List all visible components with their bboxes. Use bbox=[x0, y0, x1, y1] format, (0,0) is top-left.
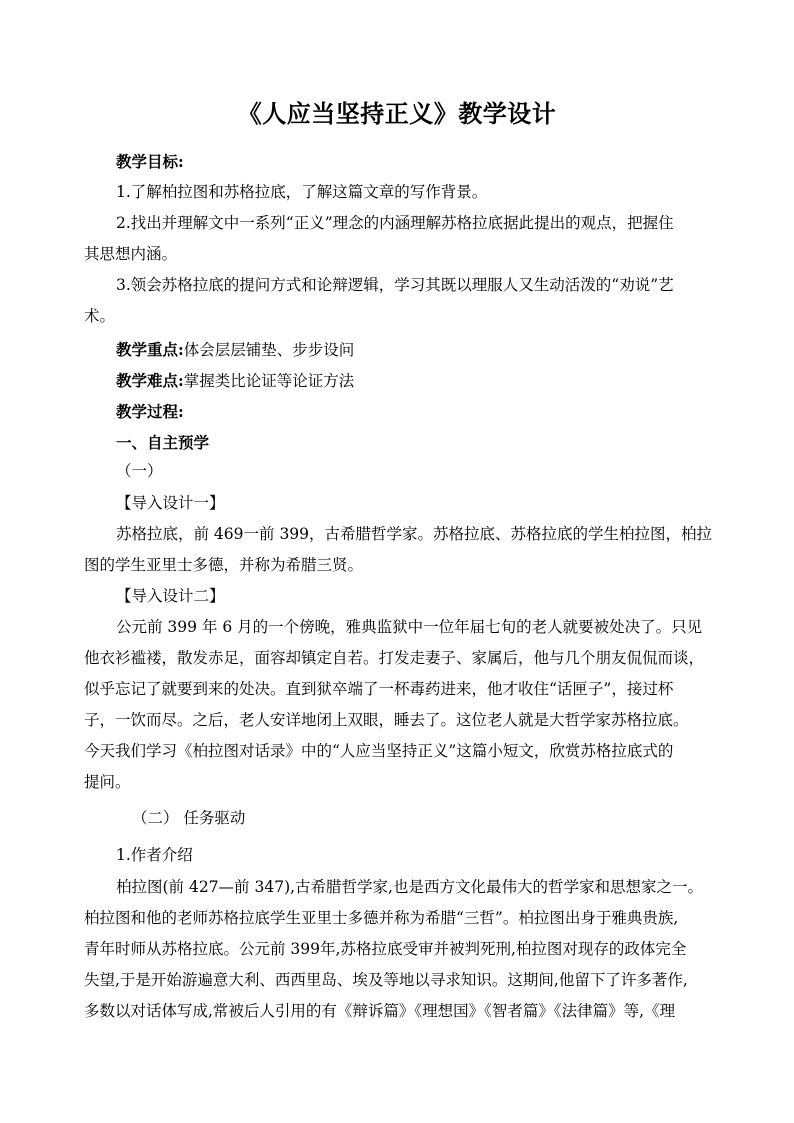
difficulty-row bbox=[116, 365, 714, 397]
author-line-1: 柏拉图(前 427—前 347),古希腊哲学家,也是西方文化最伟大的哲学家和思想家之一。 bbox=[116, 878, 703, 896]
intro-1-heading: 【导入设计一】 bbox=[116, 494, 225, 512]
subsection-2-heading: （二） 任务驱动 bbox=[132, 809, 246, 827]
process-heading: 教学过程: bbox=[116, 402, 184, 421]
section-1-heading: 一、自主预学 bbox=[116, 433, 210, 452]
intro-2-line-5: 今天我们学习《柏拉图对话录》中的“人应当坚持正义”这篇小短文，欣赏苏格拉底式的 bbox=[84, 742, 674, 760]
task-1-heading: 1.作者介绍 bbox=[116, 846, 193, 864]
author-line-3: 青年时师从苏格拉底。公元前 399年,苏格拉底受审并被判死刑,柏拉图对现存的政体完全 bbox=[84, 940, 687, 958]
subsection-1-label: （一） bbox=[116, 462, 163, 480]
difficulty-text: 掌握类比论证等论证方法 bbox=[183, 372, 355, 390]
key-point-label: 教学重点: bbox=[116, 340, 184, 359]
author-line-2: 柏拉图和他的老师苏格拉底学生亚里士多德并称为希腊“三哲”。柏拉图出身于雅典贵族, bbox=[84, 909, 679, 927]
intro-2-heading: 【导入设计二】 bbox=[116, 587, 225, 605]
intro-1-line-1: 苏格拉底，前 469一前 399，古希腊哲学家。苏格拉底、苏格拉底的学生柏拉图，柏拉 bbox=[116, 525, 713, 543]
objectives-heading: 教学目标: bbox=[116, 152, 184, 171]
author-line-4: 失望,于是开始游遍意大利、西西里岛、埃及等地以寻求知识。这期间,他留下了许多著作, bbox=[84, 971, 688, 989]
key-point-row bbox=[116, 334, 714, 366]
intro-2-line-2: 他衣衫褴褛，散发赤足，面容却镇定自若。打发走妻子、家属后，他与几个朋友侃侃而谈， bbox=[84, 649, 705, 667]
intro-2-line-3: 似乎忘记了就要到来的处决。直到狱卒端了一杯毒药进来，他才收住“话匣子”，接过杯 bbox=[84, 680, 674, 698]
difficulty-label: 教学难点: bbox=[116, 371, 184, 390]
author-line-5: 多数以对话体写成,常被后人引用的有《辩诉篇》《理想国》《智者篇》《法律篇》等,《理 bbox=[84, 1002, 676, 1020]
intro-2-line-4: 子，一饮而尽。之后，老人安详地闭上双眼，睡去了。这位老人就是大哲学家苏格拉底。 bbox=[84, 711, 689, 729]
intro-2-line-6: 提问。 bbox=[84, 773, 131, 791]
objective-3-line-2: 术。 bbox=[84, 307, 116, 325]
objective-1: 1.了解柏拉图和苏格拉底，了解这篇文章的写作背景。 bbox=[116, 183, 488, 201]
key-point-text: 体会层层铺垫、步步设问 bbox=[183, 341, 355, 359]
intro-2-line-1: 公元前 399 年 6 月的一个傍晚，雅典监狱中一位年届七旬的老人就要被处决了。只见 bbox=[116, 618, 703, 636]
objective-2-line-2: 其思想内涵。 bbox=[84, 245, 178, 263]
objective-2-line-1: 2.找出并理解文中一系列“正义”理念的内涵理解苏格拉底据此提出的观点，把握住 bbox=[116, 214, 674, 232]
objective-3-line-1: 3.领会苏格拉底的提问方式和论辩逻辑，学习其既以理服人又生动活泼的“劝说”艺 bbox=[116, 276, 674, 294]
document-title: 《人应当坚持正义》教学设计 bbox=[237, 99, 557, 128]
intro-1-line-2: 图的学生亚里士多德，并称为希腊三贤。 bbox=[84, 556, 364, 574]
